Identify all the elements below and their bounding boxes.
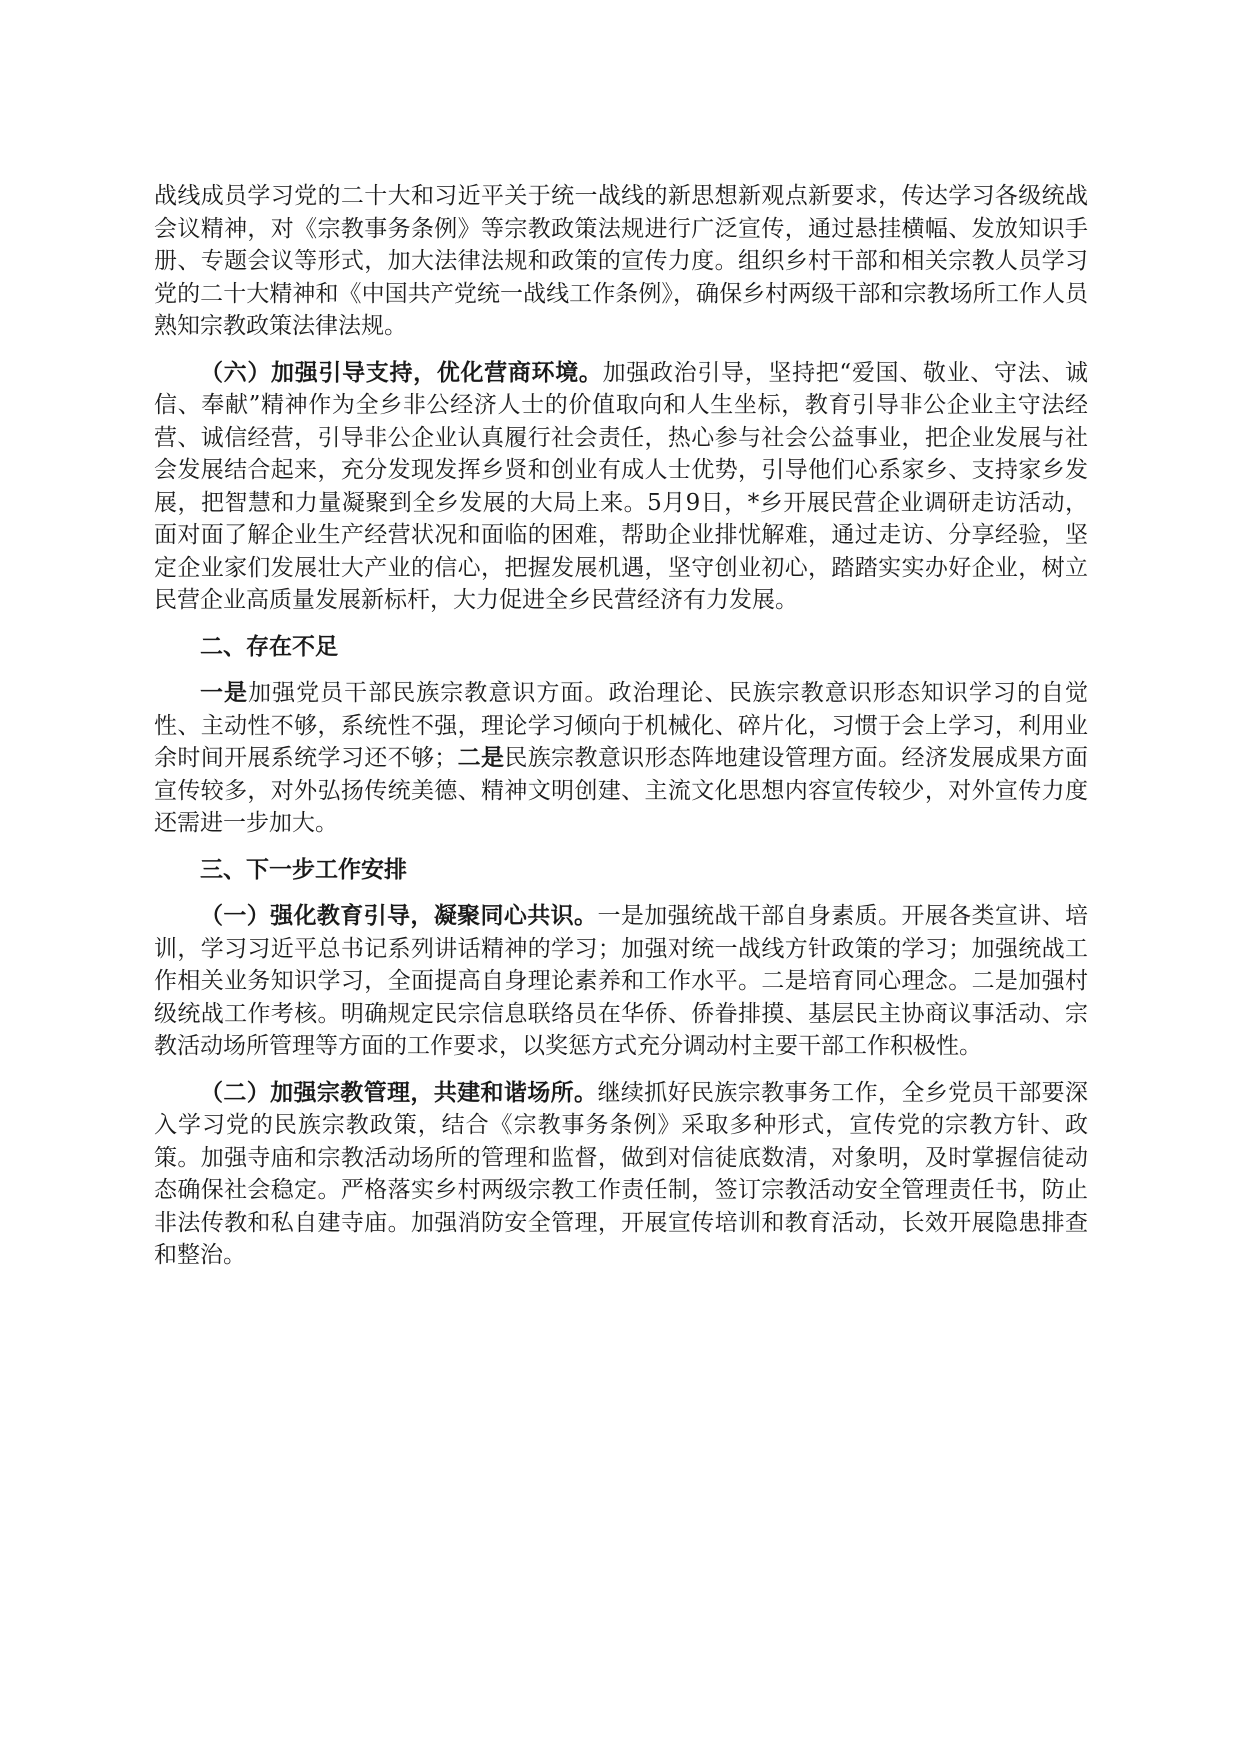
paragraph-lead-second: 二是 — [457, 745, 505, 771]
paragraph-business-environment — [154, 357, 1088, 617]
paragraph-text: 加强政治引导，坚持把“爱国、敬业、守法、诚信、奉献”精神作为全乡非公经济人士的价值取向和人生坐标，教育引导非公企业主守法经营、诚信经营，引导非公企业认真履行社会责任，热心参与社会公益事业，把企业发展与社会发展结合起来，充分发现发挥乡贤和创业有成人士优势，引导他们心系家乡、支持家乡发展，把智慧和力量凝聚到全乡发展的大局上来。5月9日，*乡开展民营企业调研走访活动，面对面了解企业生产经营状况和面临的困难，帮助企业排忧解难，通过走访、分享经验，坚定企业家们发展壮大产业的信心，把握发展机遇，坚守创业初心，踏踏实实办好企业，树立民营企业高质量发展新标杆，大力促进全乡民营经济有力发展。 — [154, 359, 1089, 613]
paragraph-education-guidance — [154, 900, 1088, 1063]
paragraph-text: 继续抓好民族宗教事务工作，全乡党员干部要深入学习党的民族宗教政策，结合《宗教事务条例》采取多种形式，宣传党的宗教方针、政策。加强寺庙和宗教活动场所的管理和监督，做到对信徒底数清，对象明，及时掌握信徒动态确保社会稳定。严格落实乡村两级宗教工作责任制，签订宗教活动安全管理责任书，防止非法传教和私自建寺庙。加强消防安全管理，开展宣传培训和教育活动，长效开展隐患排查和整治。 — [154, 1079, 1089, 1268]
document-page — [154, 180, 1088, 1286]
paragraph-lead: （六）加强引导支持，优化营商环境。 — [200, 359, 603, 386]
paragraph-text: 战线成员学习党的二十大和习近平关于统一战线的新思想新观点新要求，传达学习各级统战会议精神，对《宗教事务条例》等宗教政策法规进行广泛宣传，通过悬挂横幅、发放知识手册、专题会议等形式，加大法律法规和政策的宣传力度。组织乡村干部和相关宗教人员学习党的二十大精神和《中国共产党统一战线工作条例》，确保乡村两级干部和宗教场所工作人员熟知宗教政策法律法规。 — [154, 183, 1088, 339]
paragraph-lead-first: 一是 — [200, 680, 249, 706]
section-heading-next-steps: 三、下一步工作安排 — [200, 856, 407, 883]
paragraph-shortcomings — [154, 677, 1088, 840]
paragraph-united-front-study — [154, 180, 1088, 343]
paragraph-text-first: 加强党员干部民族宗教意识方面。政治理论、民族宗教意识形态知识学习的自觉性、主动性不够，系统性不强，理论学习倾向于机械化、碎片化，习惯于会上学习，利用业余时间开展系统学习还不够； — [154, 680, 1089, 771]
section-heading-shortcomings: 二、存在不足 — [200, 633, 338, 660]
paragraph-religious-management — [154, 1077, 1088, 1272]
paragraph-text: 一是加强统战干部自身素质。开展各类宣讲、培训，学习习近平总书记系列讲话精神的学习；加强对统一战线方针政策的学习；加强统战工作相关业务知识学习，全面提高自身理论素养和工作水平。二是培育同心理念。二是加强村级统战工作考核。明确规定民宗信息联络员在华侨、侨眷排摸、基层民主协商议事活动、宗教活动场所管理等方面的工作要求，以奖惩方式充分调动村主要干部工作积极性。 — [154, 903, 1089, 1059]
paragraph-text-second: 民族宗教意识形态阵地建设管理方面。经济发展成果方面宣传较多，对外弘扬传统美德、精神文明创建、主流文化思想内容宣传较少，对外宣传力度还需进一步加大。 — [154, 745, 1089, 836]
paragraph-lead: （二）加强宗教管理，共建和谐场所。 — [200, 1079, 598, 1106]
paragraph-lead: （一）强化教育引导，凝聚同心共识。 — [200, 903, 598, 929]
